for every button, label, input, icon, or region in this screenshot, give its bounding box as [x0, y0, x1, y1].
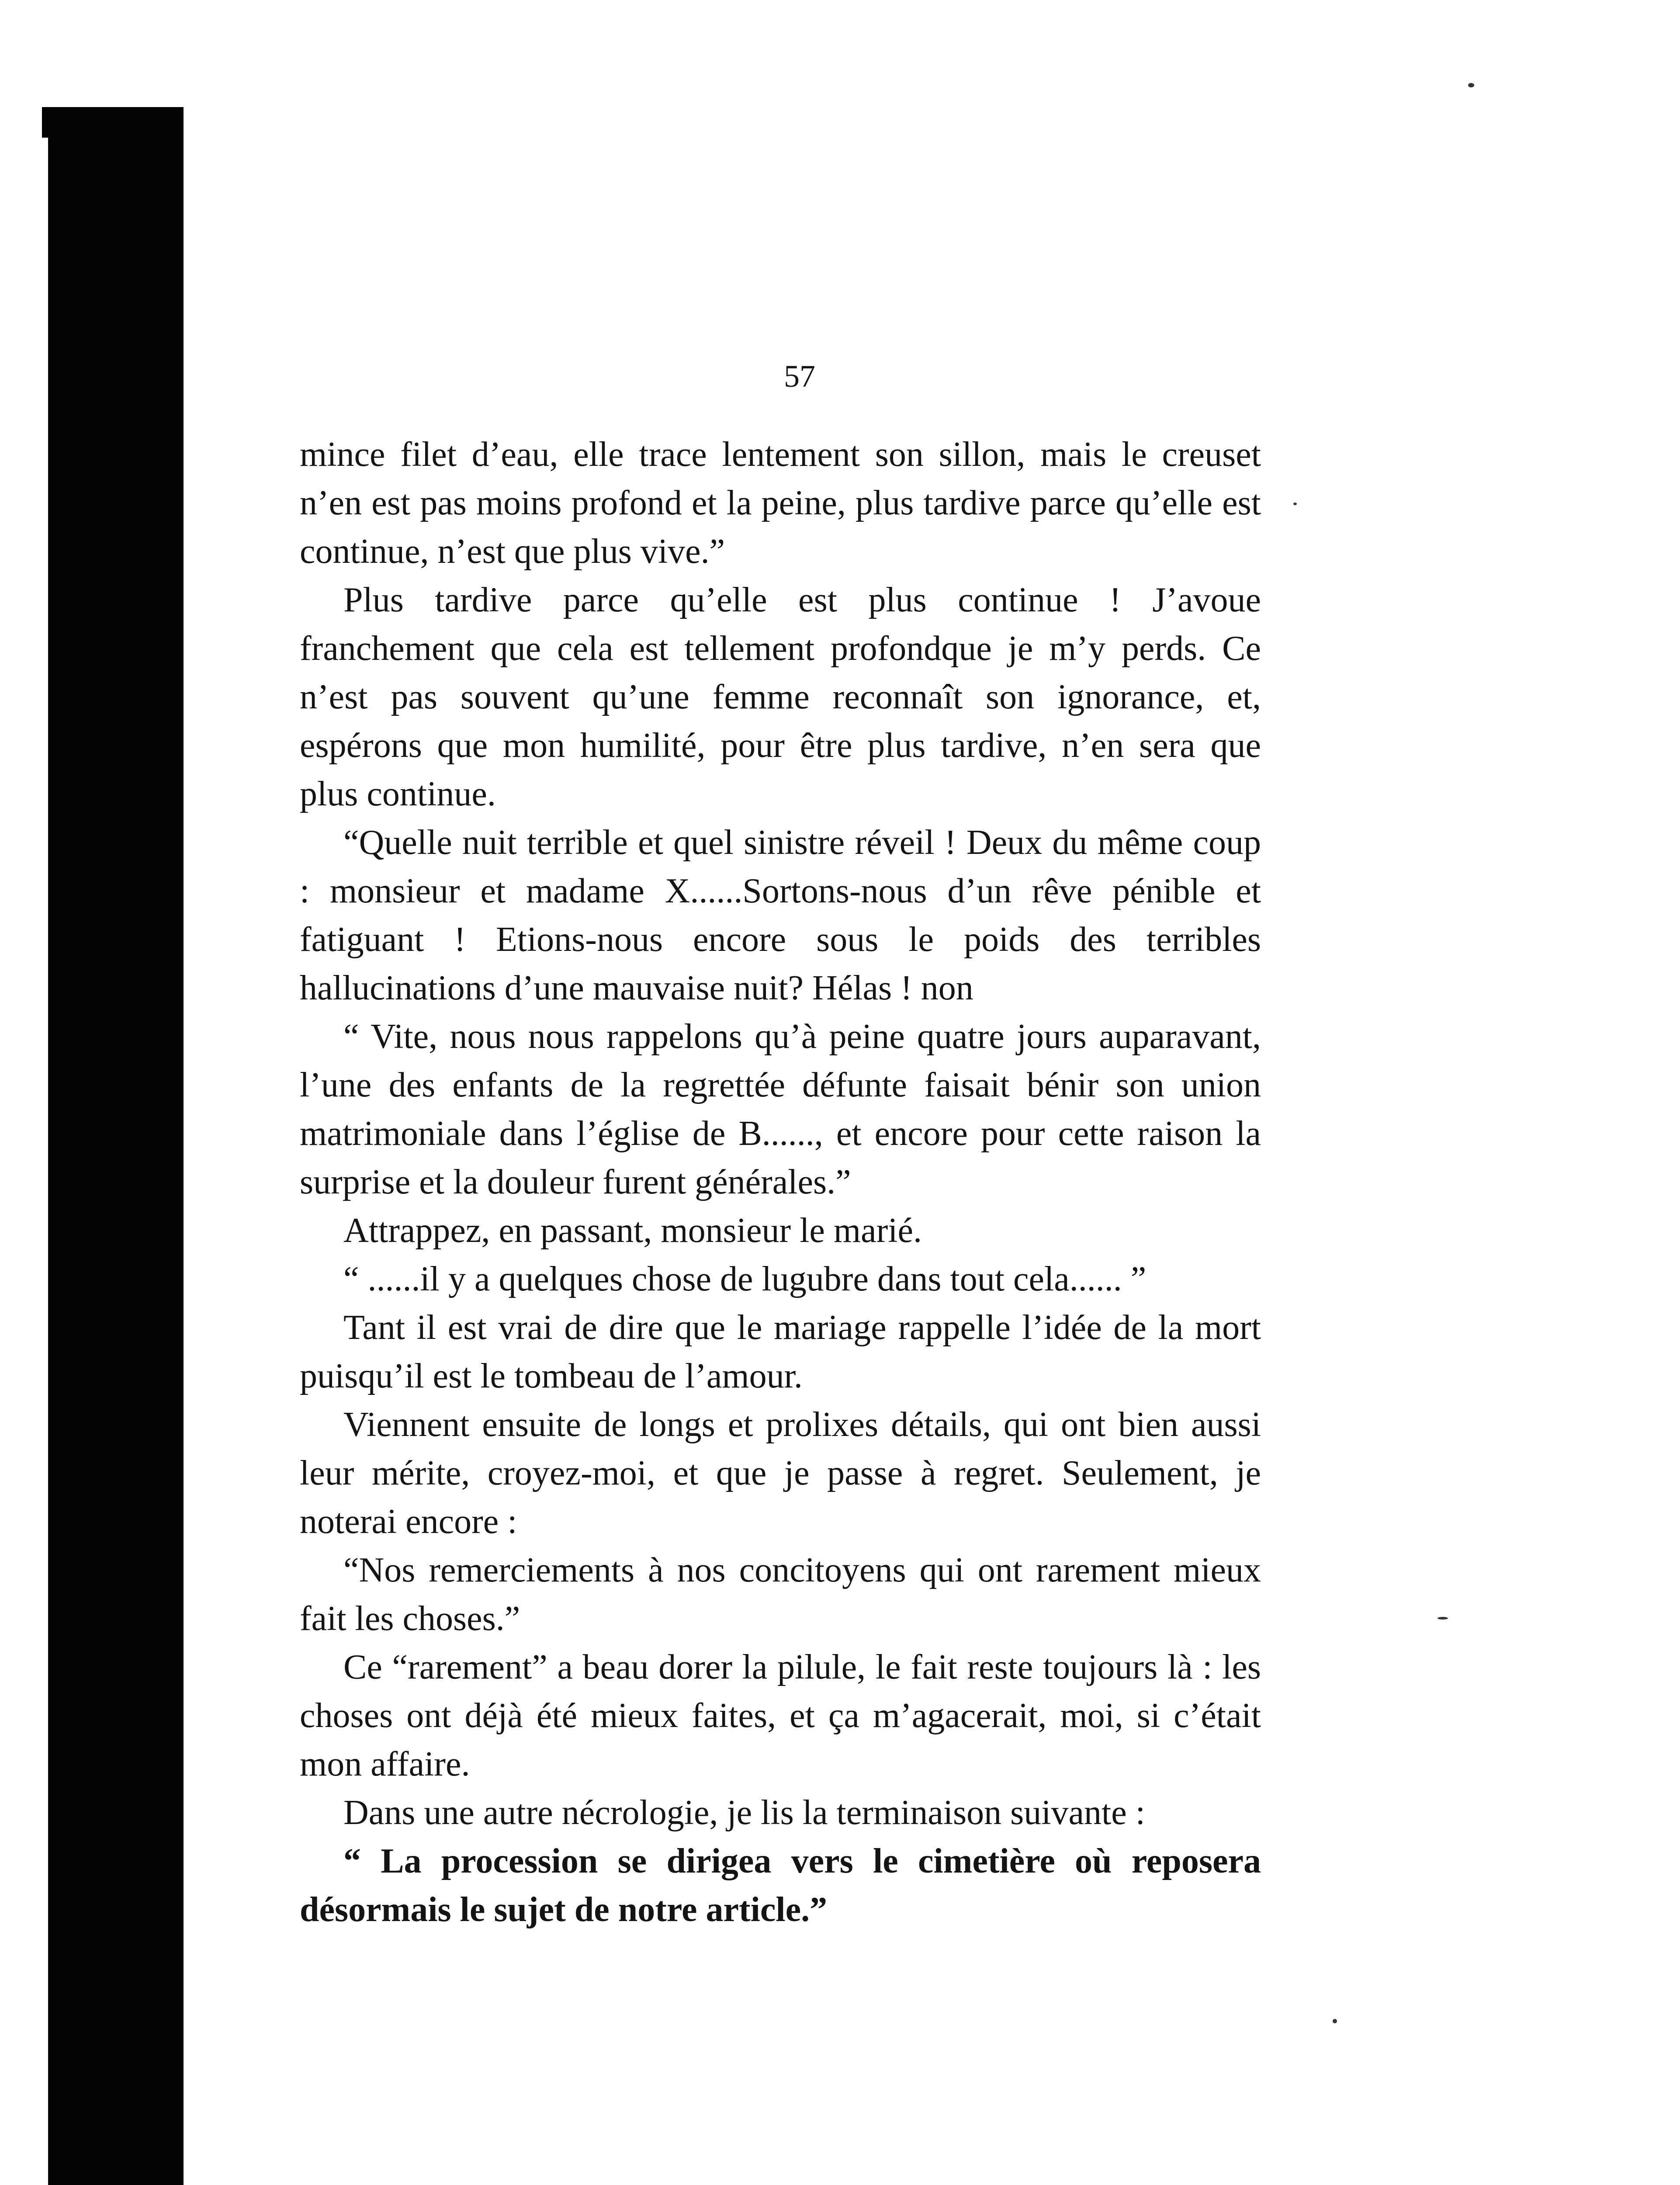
paragraph: Tant il est vrai de dire que le mariage rappelle l’idée de la mort puisqu’il est le tombeau de l’amour.	[300, 1308, 1261, 1395]
scan-speck	[1333, 2019, 1337, 2023]
paragraph: “Nos remerciements à nos concitoyens qui ont rarement mieux fait les choses.”	[300, 1551, 1261, 1638]
paragraph: “ La procession se dirigea vers le cimetière où reposera désormais le sujet de notre article.”	[300, 1842, 1261, 1929]
paragraph: Viennent ensuite de longs et prolixes détails, qui ont bien aussi leur mérite, croyez-moi, et que je passe à regret. Seulement, je noterai encore :	[300, 1405, 1261, 1541]
body-text	[300, 430, 1261, 1934]
paragraph: mince filet d’eau, elle trace lentement son sillon, mais le creuset n’en est pas moins profond et la peine, plus tardive parce qu’elle est continue, n’est que plus vive.”	[300, 435, 1261, 571]
paragraph: Attrappez, en passant, monsieur le marié.	[343, 1211, 922, 1250]
paragraph: “ ......il y a quelques chose de lugubre dans tout cela...... ”	[343, 1260, 1147, 1298]
scan-binding-shadow-top	[42, 107, 55, 138]
page-number: 57	[784, 359, 815, 394]
paragraph: “Quelle nuit terrible et quel sinistre réveil ! Deux du même coup : monsieur et madame X......Sortons-nous d’un rêve pénible et fatiguant ! Etions-nous encore sous le poids des terribles hallucinations d’une mauvaise nuit? Hélas ! non	[300, 823, 1261, 1007]
scan-speck	[1293, 503, 1297, 505]
paragraph: Dans une autre nécrologie, je lis la terminaison suivante :	[343, 1793, 1145, 1832]
paragraph: Ce “rarement” a beau dorer la pilule, le fait reste toujours là : les choses ont déjà été mieux faites, et ça m’agacerait, moi, si c’était mon affaire.	[300, 1648, 1261, 1783]
scan-binding-shadow	[48, 107, 184, 2185]
scan-speck	[1468, 83, 1474, 87]
paragraph: Plus tardive parce qu’elle est plus continue ! J’avoue franchement que cela est tellement profondque je m’y perds. Ce n’est pas souvent qu’une femme reconnaît son ignorance, et, espérons que mon humilité, pour être plus tardive, n’en sera que plus continue.	[300, 581, 1261, 813]
scan-speck	[1438, 1617, 1448, 1620]
paragraph: “ Vite, nous nous rappelons qu’à peine quatre jours auparavant, l’une des enfants de la regrettée défunte faisait bénir son union matrimoniale dans l’église de B......, et encore pour cette raison la surprise et la douleur furent générales.”	[300, 1017, 1261, 1201]
